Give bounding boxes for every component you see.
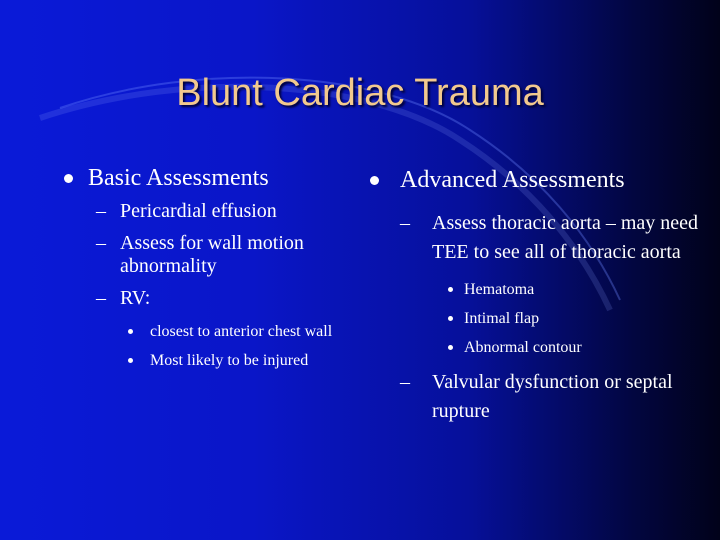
subitem-text: Most likely to be injured [150, 352, 309, 369]
item-thoracic-aorta [370, 209, 700, 267]
dash-icon: – [400, 371, 410, 393]
subitem-closest [60, 320, 360, 343]
item-text: Assess thoracic aorta – may need TEE to see all of thoracic aorta [432, 212, 699, 263]
dash-icon: – [400, 212, 410, 234]
item-valvular [370, 368, 700, 426]
subitem-hematoma [370, 275, 700, 304]
bullet-icon [128, 358, 133, 363]
subitem-abnormal-contour [370, 333, 700, 362]
subitem-most-likely [60, 349, 360, 372]
subitem-text: Intimal flap [464, 310, 540, 327]
bullet-icon [64, 174, 73, 183]
bullet-advanced-assessments [370, 164, 700, 197]
dash-icon: – [96, 287, 106, 309]
bullet-basic-assessments [60, 164, 360, 192]
item-text: Valvular dysfunction or septal rupture [432, 371, 673, 422]
item-text: Assess for wall motion abnormality [120, 232, 304, 277]
heading-basic-assessments: Basic Assessments [88, 165, 269, 191]
item-text: Pericardial effusion [120, 200, 277, 222]
subitem-text: Abnormal contour [464, 339, 582, 356]
item-text: RV: [120, 287, 151, 309]
right-column [370, 164, 700, 426]
heading-advanced-assessments: Advanced Assessments [400, 167, 625, 193]
subitem-intimal-flap [370, 304, 700, 333]
item-pericardial-effusion [60, 200, 360, 223]
item-wall-motion [60, 232, 360, 278]
item-rv [60, 287, 360, 310]
bullet-icon [128, 329, 133, 334]
dash-icon: – [96, 200, 106, 222]
subitem-text: closest to anterior chest wall [150, 323, 333, 340]
slide-title: Blunt Cardiac Trauma [176, 72, 544, 114]
dash-icon: – [96, 232, 106, 254]
subitem-text: Hematoma [464, 281, 535, 298]
bullet-icon [448, 345, 453, 350]
left-column [60, 164, 360, 372]
bullet-icon [370, 176, 379, 185]
bullet-icon [448, 316, 453, 321]
bullet-icon [448, 287, 453, 292]
